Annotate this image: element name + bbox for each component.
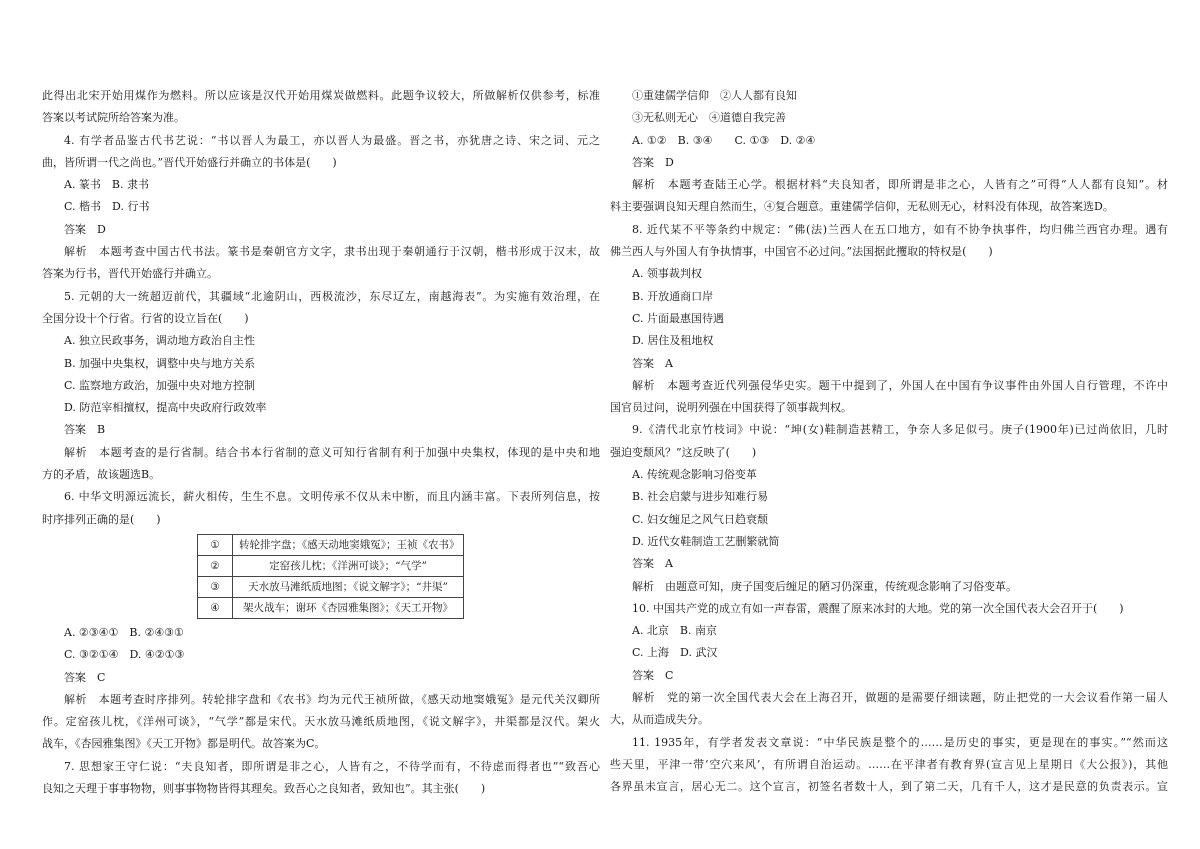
text-line: 时序排列正确的是( ) bbox=[42, 512, 161, 526]
option-line: D. 居住及租地权 bbox=[632, 334, 714, 348]
option-line: A. 北京 B. 南京 bbox=[632, 624, 718, 638]
option-line: A. 篆书 B. 隶书 bbox=[64, 178, 150, 192]
question-6-stem: 6. 中华文明源远流长，薪火相传，生生不息。文明传承不仅从未中断，而且内涵丰富。下表所列信息，按 bbox=[64, 490, 600, 504]
explanation-line: 解析 本题考查中国古代书法。篆书是秦朝官方文字，隶书出现于秦朝通行于汉朝，楷书形成于汉末，故 bbox=[64, 245, 600, 259]
answer-line: 答案 A bbox=[632, 557, 673, 571]
option-line: D. 防范宰相擅权，提高中央政府行政效率 bbox=[64, 401, 267, 415]
question-4-stem: 4. 有学者品鉴古代书艺说：“书以晋人为最工，亦以晋人为最盛。晋之书，亦犹唐之诗、宋之词、元之 bbox=[64, 133, 600, 147]
table-cell-content: 定窑孩儿枕；《洋洲可谈》；“气学” bbox=[233, 555, 464, 576]
left-column bbox=[42, 85, 600, 800]
text-line: 曲，皆所谓一代之尚也。”晋代开始盛行并确立的书体是( ) bbox=[42, 155, 337, 169]
question-6-table-wrapper bbox=[42, 534, 600, 619]
explanation-line: 解析 本题考查时序排列。转轮排字盘和《农书》均为元代王祯所做，《感天动地窦娥冤》是元代关汉卿所 bbox=[64, 692, 600, 706]
question-7-stem: 7. 思想家王守仁说：“夫良知者，即所谓是非之心，人皆有之，不待学而有，不待虑而得者也”“致吾心 bbox=[64, 759, 600, 773]
answer-line: 答案 D bbox=[632, 155, 674, 169]
question-10-stem: 10. 中国共产党的成立有如一声春雷，震醒了原来冰封的大地。党的第一次全国代表大会召开于( ) bbox=[632, 601, 1124, 615]
option-line: C. 上海 D. 武汉 bbox=[632, 646, 718, 660]
text-line: 战车，《杏园雅集图》《天工开物》都是明代。故答案为C。 bbox=[42, 737, 326, 751]
text-line: 些天里，平津一带‘空穴来风’，有所谓自治运动。……在平津者有教育界(宣言见上星期日《大公报》)，其他 bbox=[610, 757, 1168, 771]
table-row bbox=[198, 555, 464, 576]
option-line: C. 妇女缠足之风气日趋衰颓 bbox=[632, 512, 769, 526]
answer-line: 答案 D bbox=[64, 222, 106, 236]
option-line: C. ③②①④ D. ④②①③ bbox=[64, 648, 185, 662]
table-cell-content: 天水放马滩纸质地图；《说文解字》；“井渠” bbox=[233, 576, 464, 597]
explanation-line: 解析 本题考查的是行省制。结合书本行省制的意义可知行省制有利于加强中央集权，体现的是中央和地 bbox=[64, 445, 600, 459]
text-line: 料主要强调良知天理自然而生，④复合题意。重建儒学信仰，无私则无心，材料没有体现，故答案选D。 bbox=[610, 200, 1114, 214]
text-line: 答案为行书，晋代开始盛行并确立。 bbox=[42, 267, 218, 281]
option-line: ①重建儒学信仰 ②人人都有良知 bbox=[632, 89, 797, 102]
option-line: A. ②③④① B. ②④③① bbox=[64, 625, 184, 639]
table-row bbox=[198, 576, 464, 597]
text-line: 此得出北宋开始用煤作为燃料。所以应该是汉代开始用煤炭做燃料。此题争议较大，所做解析仅供参考，标准 bbox=[42, 89, 600, 102]
text-line: 全国分设十个行省。行省的设立旨在( ) bbox=[42, 311, 249, 325]
option-line: A. 领事裁判权 bbox=[632, 267, 702, 281]
table-cell-num: ③ bbox=[198, 576, 233, 597]
option-line: D. 近代女鞋制造工艺删繁就简 bbox=[632, 534, 780, 548]
option-line: C. 楷书 D. 行书 bbox=[64, 200, 150, 214]
text-line: 国官员过问，说明列强在中国获得了领事裁判权。 bbox=[610, 401, 852, 415]
text-line: 方的矛盾，故该题选B。 bbox=[42, 468, 161, 482]
table-cell-num: ② bbox=[198, 555, 233, 576]
explanation-line: 解析 由题意可知，庚子国变后缠足的陋习仍深重，传统观念影响了习俗变革。 bbox=[632, 579, 1017, 593]
option-line: C. 片面最惠国待遇 bbox=[632, 311, 725, 325]
table-cell-num: ① bbox=[198, 534, 233, 555]
option-line: B. 加强中央集权，调整中央与地方关系 bbox=[64, 356, 256, 370]
question-9-stem: 9.《清代北京竹枝词》中说：“坤(女)鞋制造甚精工，争奈人多足似弓。庚子(1900年)已过尚依旧，几时 bbox=[632, 423, 1168, 437]
answer-line: 答案 C bbox=[632, 668, 674, 682]
table-cell-num: ④ bbox=[198, 597, 233, 618]
option-line: A. ①② B. ③④ C. ①③ D. ②④ bbox=[632, 133, 816, 147]
answer-line: 答案 C bbox=[64, 670, 106, 684]
text-line: 佛兰西人与外国人有争执情事，中国官不必过问。”法国据此攫取的特权是( ) bbox=[610, 245, 993, 259]
text-line: 大，从而造成失分。 bbox=[610, 713, 709, 727]
explanation-line: 解析 本题考查陆王心学。根据材料“夫良知者，即所谓是非之心，人皆有之”可得“人人都有良知”。材 bbox=[632, 178, 1168, 192]
explanation-line: 解析 党的第一次全国代表大会在上海召开，做题的是需要仔细读题，防止把党的一大会议看作第一届人 bbox=[632, 691, 1168, 705]
text-line: 作。定窑孩儿枕，《洋州可谈》，“气学”都是宋代。天水放马滩纸质地图，《说文解字》，井渠都是汉代。架火 bbox=[42, 715, 600, 729]
text-line: 答案以考试院所给答案为准。 bbox=[42, 111, 185, 125]
answer-line: 答案 A bbox=[632, 356, 673, 370]
right-column bbox=[610, 85, 1168, 799]
answer-line: 答案 B bbox=[64, 423, 106, 437]
table-cell-content: 架火战车；谢环《杏园雅集图》；《天工开物》 bbox=[233, 597, 464, 618]
table-row bbox=[198, 534, 464, 555]
text-line: 强迫变颓风？”这反映了( ) bbox=[610, 445, 757, 459]
question-11-stem: 11. 1935年，有学者发表文章说：“中华民族是整个的……是历史的事实，更是现在的事实。”“然而这 bbox=[632, 735, 1168, 749]
option-line: ③无私则无心 ④道德自我完善 bbox=[632, 111, 786, 125]
table-row bbox=[198, 597, 464, 618]
explanation-line: 解析 本题考查近代列强侵华史实。题干中提到了，外国人在中国有争议事件由外国人自行管理，不许中 bbox=[632, 378, 1168, 392]
question-6-table bbox=[197, 534, 464, 619]
table-cell-content: 转轮排字盘；《感天动地窦娥冤》；王祯《农书》 bbox=[233, 534, 464, 555]
option-line: B. 社会启蒙与进步知难行易 bbox=[632, 490, 769, 504]
text-line: 良知之天理于事事物物，则事事物物皆得其理矣。致吾心之良知者，致知也”。其主张( ) bbox=[42, 782, 486, 796]
option-line: B. 开放通商口岸 bbox=[632, 289, 714, 303]
question-8-stem: 8. 近代某不平等条约中规定：“佛(法)兰西人在五口地方，如有不协争执事件，均归佛兰西官办理。遇有 bbox=[632, 222, 1168, 236]
question-5-stem: 5. 元朝的大一统超迈前代，其疆域“北逾阴山，西极流沙，东尽辽左，南越海表”。为实施有效治理，在 bbox=[64, 289, 600, 303]
option-line: C. 监察地方政治，加强中央对地方控制 bbox=[64, 378, 256, 392]
option-line: A. 独立民政事务，调动地方政治自主性 bbox=[64, 334, 255, 348]
option-line: A. 传统观念影响习俗变革 bbox=[632, 468, 757, 482]
text-line: 各界虽未宣言，居心无二。这个宣言，初签名者数十人，到了第二天，几有千人，这才是民意的负责表示。宣 bbox=[610, 780, 1168, 794]
